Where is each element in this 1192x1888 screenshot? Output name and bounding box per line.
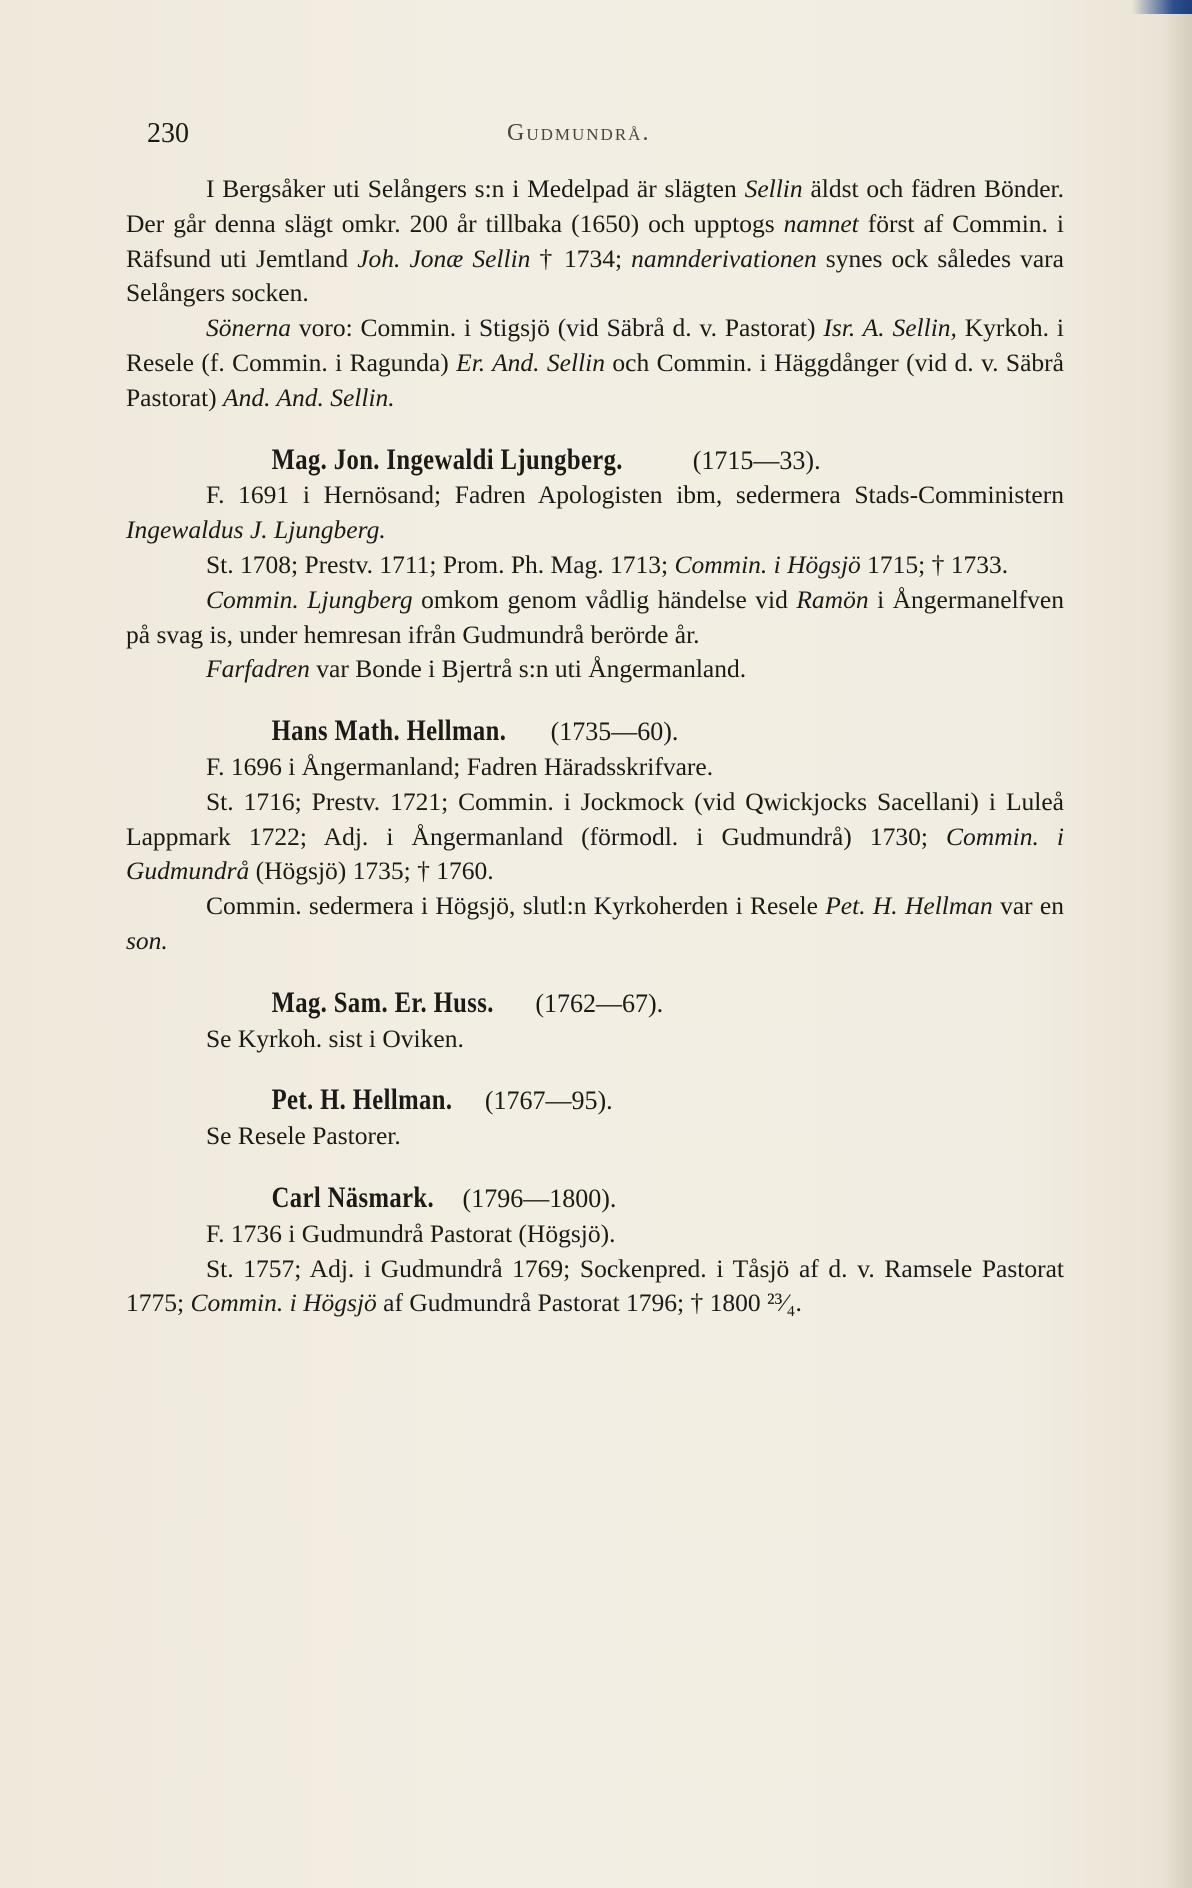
italic-run: Joh. Jonæ Sellin — [357, 243, 531, 273]
italic-run: Farfadren — [206, 654, 310, 684]
entry-line — [126, 785, 1064, 889]
entry-heading — [126, 443, 1064, 479]
text-run: äldst och fädren Bönder. Der går denna slägt omkr. 200 år tillbaka (1650) och upptogs — [126, 174, 1064, 238]
scan-corner-mark — [1132, 0, 1192, 14]
entry-line — [126, 889, 1064, 959]
entry-name: Carl Näsmark. — [271, 1180, 435, 1214]
italic-run: Sellin — [744, 174, 803, 203]
italic-run: Isr. A. Sellin, — [823, 313, 957, 343]
italic-run: Ingewaldus J. Ljungberg. — [126, 515, 386, 545]
entry-line — [126, 478, 1064, 548]
entry-years: (1762—67). — [535, 988, 664, 1018]
entry-hellman-pet — [126, 1083, 1064, 1154]
entry-name: Pet. H. Hellman. — [271, 1083, 453, 1117]
italic-run: Commin. i Högsjö — [190, 1288, 377, 1318]
entry-line — [126, 1022, 1064, 1057]
text-run: Kyrkoh. i Resele (f. Commin. i Ragunda) — [126, 313, 1064, 377]
text-run: F. 1696 i Ångermanland; Fadren Häradsskrifvare. — [206, 751, 714, 781]
entry-years: (1735—60). — [550, 717, 679, 747]
italic-run: namnderivationen — [631, 243, 817, 273]
entry-heading — [126, 1083, 1064, 1119]
italic-run: Commin. i Högsjö — [674, 549, 861, 579]
entry-line — [126, 652, 1064, 687]
text-run: St. 1757; Adj. i Gudmundrå 1769; Sockenpred. i Tåsjö af d. v. Ramsele Pastorat 1775; — [126, 1253, 1064, 1318]
page-number: 230 — [147, 118, 189, 149]
entry-nasmark — [126, 1181, 1064, 1321]
italic-run: Er. And. Sellin — [456, 347, 606, 377]
text-run: Se Kyrkoh. sist i Oviken. — [206, 1023, 464, 1053]
entry-name: Mag. Sam. Er. Huss. — [271, 985, 494, 1019]
italic-run: And. And. Sellin. — [223, 382, 395, 412]
entry-years: (1715—33). — [692, 445, 821, 475]
italic-run: Commin. Ljungberg — [206, 584, 413, 614]
intro-paragraph-1 — [126, 172, 1064, 311]
text-run: var en — [992, 891, 1064, 921]
entry-line — [126, 1119, 1064, 1154]
italic-run: Pet. H. Hellman — [825, 891, 993, 921]
entry-name: Hans Math. Hellman. — [271, 714, 507, 748]
text-run: St. 1708; Prestv. 1711; Prom. Ph. Mag. 1713; — [206, 549, 675, 579]
italic-run: namnet — [783, 208, 859, 238]
text-run: först af Commin. i Räfsund uti Jemtland — [126, 208, 1064, 273]
italic-run: son. — [126, 925, 168, 955]
text-run: † 1734; — [530, 243, 632, 273]
body-text — [126, 172, 1064, 1321]
text-run: I Bergsåker uti Selångers s:n i Medelpad är slägten — [206, 174, 745, 203]
entry-line — [126, 1252, 1064, 1322]
text-run: synes ock således vara Selångers socken. — [126, 243, 1064, 308]
text-run: (Högsjö) 1735; † 1760. — [249, 856, 494, 886]
page-edge-shadow — [1162, 0, 1192, 1888]
entry-line — [126, 548, 1064, 583]
entry-hellman-hans — [126, 714, 1064, 959]
running-head: Gudmundrå. — [507, 120, 651, 146]
text-run: och Commin. i Häggdånger (vid d. v. Säbrå Pastorat) — [126, 347, 1064, 412]
entry-name: Mag. Jon. Ingewaldi Ljungberg. — [271, 442, 623, 476]
intro-paragraph-2 — [126, 311, 1064, 415]
entry-line — [126, 1217, 1064, 1252]
text-run: St. 1716; Prestv. 1721; Commin. i Jockmock (vid Qwickjocks Sacellani) i Luleå Lappmark 1722; Adj. i Ångermanland (förmodl. i Gudmundrå) 1730; — [126, 786, 1064, 851]
entry-years: (1796—1800). — [462, 1183, 617, 1213]
entry-huss — [126, 986, 1064, 1057]
entry-years: (1767—95). — [484, 1086, 613, 1116]
entry-ljungberg — [126, 443, 1064, 688]
italic-run: Ramön — [796, 584, 869, 614]
text-run: voro: Commin. i Stigsjö (vid Säbrå d. v. Pastorat) — [291, 313, 824, 343]
entry-heading — [126, 1181, 1064, 1217]
entry-line — [126, 583, 1064, 653]
text-run: 1715; † 1733. — [860, 549, 1009, 579]
italic-run: Commin. i Gudmundrå — [126, 821, 1064, 886]
italic-run: Sönerna — [206, 313, 291, 343]
text-run: Commin. sedermera i Högsjö, slutl:n Kyrkoherden i Resele — [206, 891, 826, 921]
text-run: i Ångermanelfven på svag is, under hemresan ifrån Gudmundrå berörde år. — [126, 584, 1064, 649]
text-run: var Bonde i Bjertrå s:n uti Ångermanland. — [309, 654, 747, 684]
page-header — [147, 118, 1057, 154]
text-run: af Gudmundrå Pastorat 1796; † 1800 ²³⁄₄. — [376, 1288, 802, 1318]
text-run: omkom genom vådlig händelse vid — [412, 584, 797, 614]
entry-line — [126, 750, 1064, 785]
entry-heading — [126, 714, 1064, 750]
text-run: F. 1691 i Hernösand; Fadren Apologisten ibm, sedermera Stads-Comministern — [206, 480, 1064, 510]
text-run: F. 1736 i Gudmundrå Pastorat (Högsjö). — [206, 1218, 616, 1248]
entry-heading — [126, 986, 1064, 1022]
text-run: Se Resele Pastorer. — [206, 1121, 401, 1151]
